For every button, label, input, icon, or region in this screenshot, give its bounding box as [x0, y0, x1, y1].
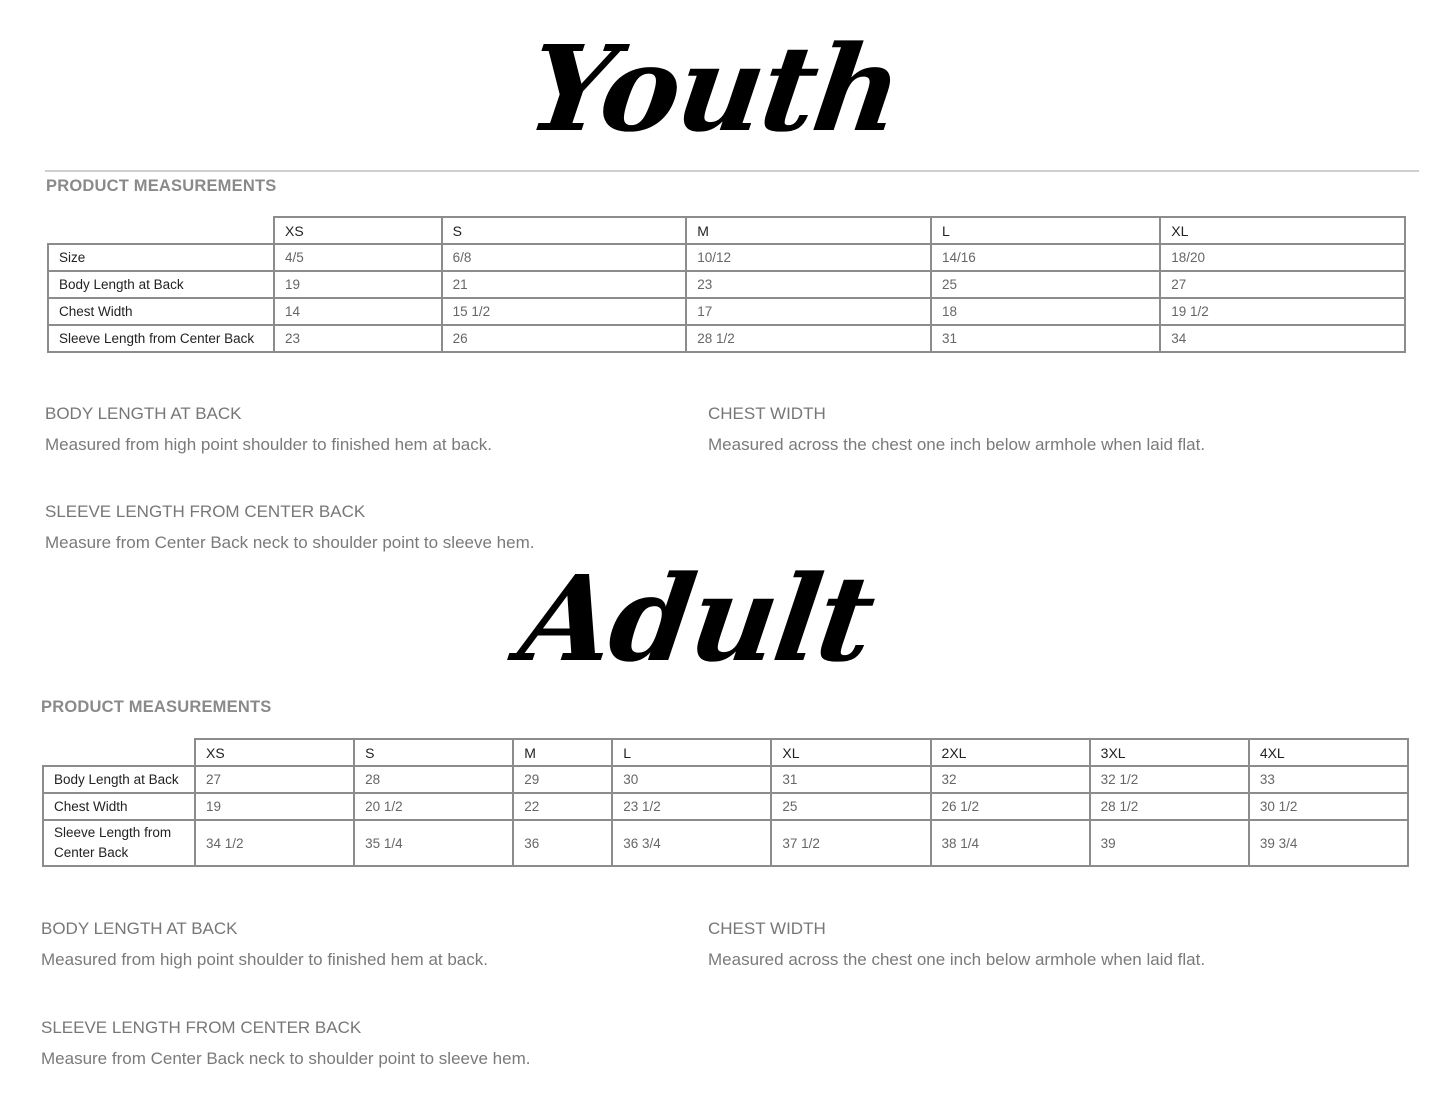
size-column-header: XS [274, 217, 442, 244]
table-cell: 23 1/2 [612, 793, 771, 820]
adult-body-length-text: Measured from high point shoulder to finished hem at back. [41, 950, 488, 969]
size-column-header: 2XL [931, 739, 1090, 766]
table-cell: 20 1/2 [354, 793, 513, 820]
size-column-header: 4XL [1249, 739, 1408, 766]
adult-sleeve-length-text: Measure from Center Back neck to shoulder point to sleeve hem. [41, 1049, 531, 1068]
table-cell: 15 1/2 [442, 298, 687, 325]
divider [45, 170, 1419, 172]
adult-body-length-title: BODY LENGTH AT BACK [41, 919, 238, 938]
table-cell: 32 [931, 766, 1090, 793]
youth-sleeve-length-title: SLEEVE LENGTH FROM CENTER BACK [45, 502, 366, 521]
table-cell: 6/8 [442, 244, 687, 271]
row-label: Chest Width [48, 298, 274, 325]
table-cell: 29 [513, 766, 612, 793]
table-cell: 27 [195, 766, 354, 793]
row-label: Sleeve Length from Center Back [48, 325, 274, 352]
size-column-header: S [442, 217, 687, 244]
table-cell: 14 [274, 298, 442, 325]
youth-title: Youth [520, 19, 909, 158]
table-cell: 28 [354, 766, 513, 793]
youth-measurements-table [47, 216, 1406, 353]
row-label: Sleeve Length from Center Back [43, 820, 195, 866]
adult-measurements-table [42, 738, 1409, 867]
table-corner-cell [43, 739, 195, 766]
table-cell: 31 [931, 325, 1160, 352]
table-cell: 32 1/2 [1090, 766, 1249, 793]
table-cell: 34 1/2 [195, 820, 354, 866]
table-row [48, 325, 1405, 352]
size-column-header: XL [1160, 217, 1405, 244]
table-cell: 18/20 [1160, 244, 1405, 271]
youth-sleeve-length-text: Measure from Center Back neck to shoulder point to sleeve hem. [45, 533, 535, 552]
size-column-header: M [686, 217, 931, 244]
row-label: Body Length at Back [43, 766, 195, 793]
table-cell: 37 1/2 [771, 820, 930, 866]
youth-chest-width-text: Measured across the chest one inch below armhole when laid flat. [708, 435, 1206, 454]
table-row [43, 820, 1408, 866]
table-row [48, 271, 1405, 298]
adult-title: Adult [512, 549, 882, 688]
youth-body-length-text: Measured from high point shoulder to finished hem at back. [45, 435, 492, 454]
size-column-header: XS [195, 739, 354, 766]
table-cell: 21 [442, 271, 687, 298]
table-cell: 10/12 [686, 244, 931, 271]
youth-section-heading: PRODUCT MEASUREMENTS [46, 177, 277, 195]
table-cell: 36 3/4 [612, 820, 771, 866]
adult-sleeve-length-title: SLEEVE LENGTH FROM CENTER BACK [41, 1018, 362, 1037]
table-cell: 4/5 [274, 244, 442, 271]
youth-body-length-title: BODY LENGTH AT BACK [45, 404, 242, 423]
table-row [43, 793, 1408, 820]
table-cell: 30 [612, 766, 771, 793]
row-label: Body Length at Back [48, 271, 274, 298]
table-cell: 36 [513, 820, 612, 866]
table-cell: 34 [1160, 325, 1405, 352]
table-cell: 28 1/2 [686, 325, 931, 352]
table-header-row [43, 739, 1408, 766]
youth-chest-width-title: CHEST WIDTH [708, 404, 826, 423]
table-cell: 26 [442, 325, 687, 352]
adult-chest-width-text: Measured across the chest one inch below armhole when laid flat. [708, 950, 1206, 969]
table-cell: 39 [1090, 820, 1249, 866]
table-header-row [48, 217, 1405, 244]
table-cell: 14/16 [931, 244, 1160, 271]
table-cell: 33 [1249, 766, 1408, 793]
table-cell: 27 [1160, 271, 1405, 298]
row-label: Chest Width [43, 793, 195, 820]
table-cell: 39 3/4 [1249, 820, 1408, 866]
table-cell: 30 1/2 [1249, 793, 1408, 820]
size-column-header: L [612, 739, 771, 766]
table-cell: 17 [686, 298, 931, 325]
table-cell: 22 [513, 793, 612, 820]
size-column-header: S [354, 739, 513, 766]
table-cell: 19 [274, 271, 442, 298]
table-cell: 38 1/4 [931, 820, 1090, 866]
size-column-header: L [931, 217, 1160, 244]
table-corner-cell [48, 217, 274, 244]
table-row [48, 244, 1405, 271]
table-cell: 19 [195, 793, 354, 820]
table-cell: 19 1/2 [1160, 298, 1405, 325]
table-cell: 23 [686, 271, 931, 298]
table-cell: 31 [771, 766, 930, 793]
table-cell: 25 [931, 271, 1160, 298]
adult-chest-width-title: CHEST WIDTH [708, 919, 826, 938]
table-cell: 23 [274, 325, 442, 352]
table-row [43, 766, 1408, 793]
row-label: Size [48, 244, 274, 271]
table-cell: 35 1/4 [354, 820, 513, 866]
size-column-header: 3XL [1090, 739, 1249, 766]
adult-section-heading: PRODUCT MEASUREMENTS [41, 698, 272, 716]
table-cell: 18 [931, 298, 1160, 325]
size-column-header: M [513, 739, 612, 766]
table-cell: 26 1/2 [931, 793, 1090, 820]
table-cell: 28 1/2 [1090, 793, 1249, 820]
table-row [48, 298, 1405, 325]
table-cell: 25 [771, 793, 930, 820]
size-column-header: XL [771, 739, 930, 766]
